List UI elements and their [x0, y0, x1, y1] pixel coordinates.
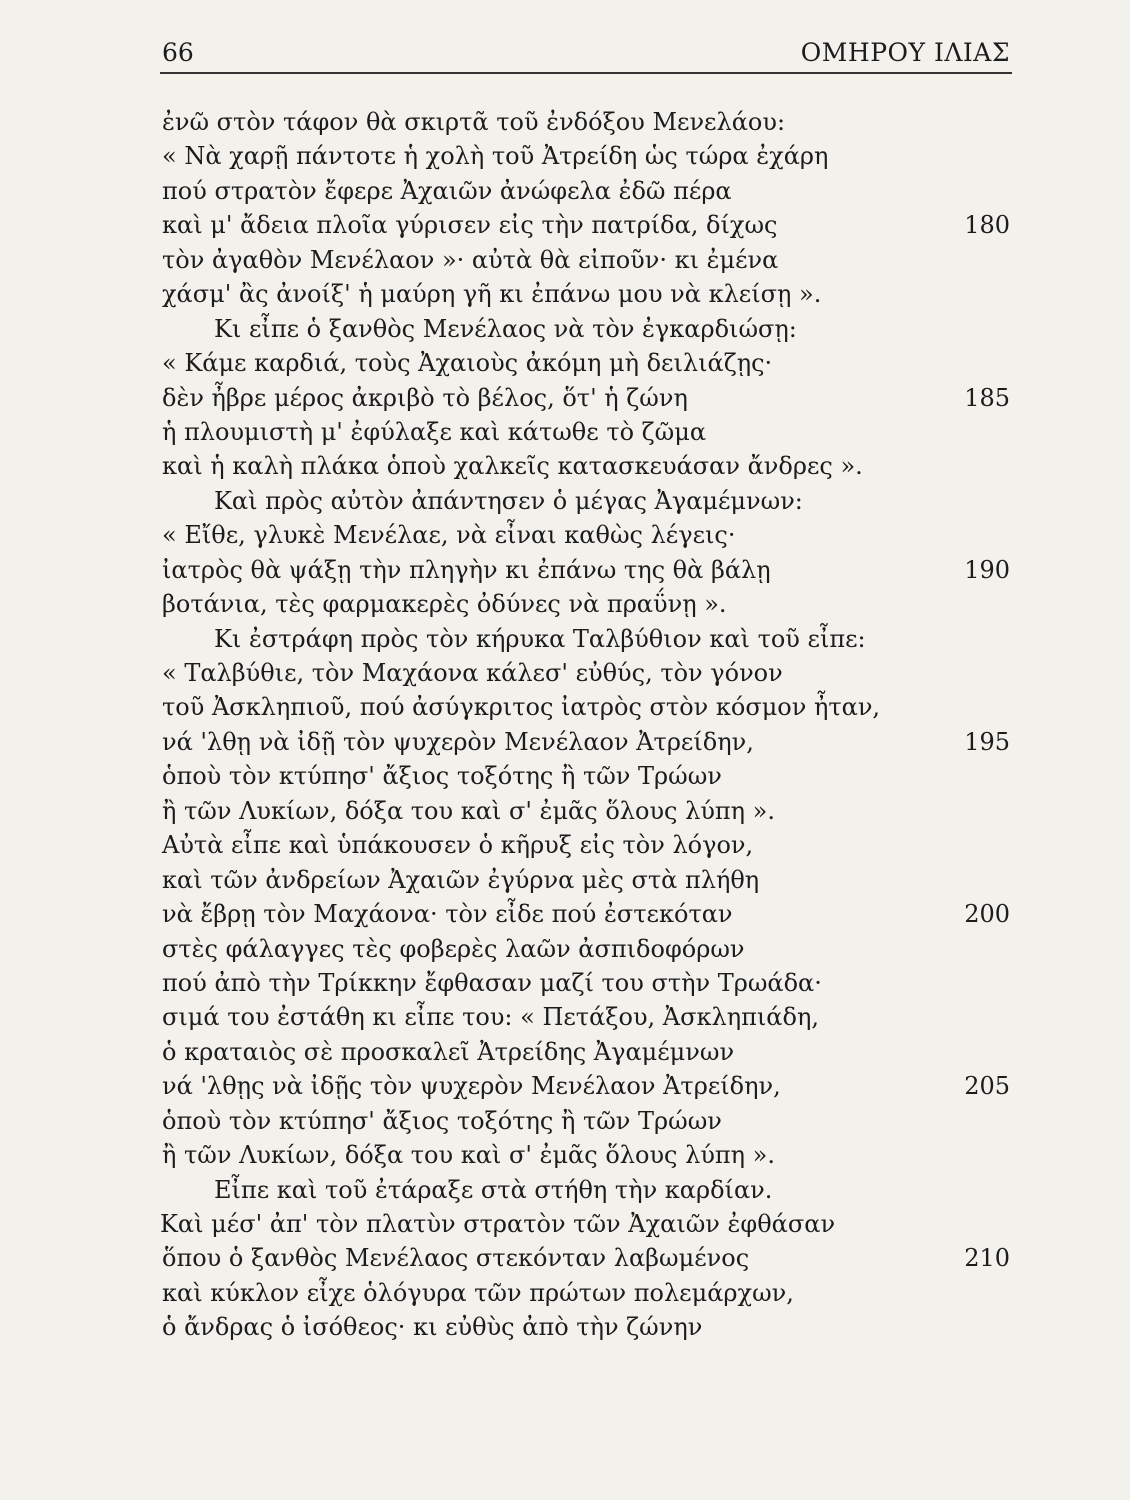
line-number: 195: [964, 727, 1010, 756]
verse-text: Αὐτὰ εἶπε καὶ ὑπάκουσεν ὁ κῆρυξ εἰς τὸν λόγον,: [162, 831, 754, 860]
verse-text: ἡ πλουμιστὴ μ' ἐφύλαξε καὶ κάτωθε τὸ ζῶμα: [162, 417, 707, 446]
verse-text: Καὶ πρὸς αὐτὸν ἀπάντησεν ὁ μέγας Ἀγαμέμνων:: [214, 486, 803, 515]
verse-text: νά 'λθῃ νὰ ἰδῇ τὸν ψυχερὸν Μενέλαον Ἀτρείδην,: [162, 727, 754, 756]
line-number: 200: [964, 900, 1010, 929]
page-number: 66: [162, 38, 194, 67]
verse-line: [162, 449, 1010, 483]
verse-text: Κι ἐστράφη πρὸς τὸν κήρυκα Ταλβύθιον καὶ τοῦ εἶπε:: [214, 624, 866, 653]
verse-text: καὶ κύκλον εἶχε ὁλόγυρα τῶν πρώτων πολεμάρχων,: [162, 1278, 794, 1307]
verse-text: ὅπου ὁ ξανθὸς Μενέλαος στεκόνταν λαβωμένος: [162, 1244, 750, 1273]
verse-text: ἰατρὸς θὰ ψάξῃ τὴν πληγὴν κι ἐπάνω της θὰ βάλῃ: [162, 555, 771, 584]
verse-text: καὶ ἡ καλὴ πλάκα ὁποὺ χαλκεῖς κατασκευάσαν ἄνδρες ».: [162, 452, 863, 481]
verse-text: Εἶπε καὶ τοῦ ἐτάραξε στὰ στήθη τὴν καρδίαν.: [214, 1175, 773, 1204]
verse-line: [162, 105, 1010, 139]
verse-text: « Κάμε καρδιά, τοὺς Ἀχαιοὺς ἀκόμη μὴ δειλιάζῃς·: [162, 349, 773, 378]
verse-line: [162, 1138, 1010, 1172]
verse-line: [162, 1000, 1010, 1034]
verse-line: [162, 518, 1010, 552]
verse-line: [162, 346, 1010, 380]
verse-line: [162, 622, 1010, 656]
header-rule: [160, 72, 1012, 74]
verse-text: πού ἀπὸ τὴν Τρίκκην ἔφθασαν μαζί του στὴν Τρωάδα·: [162, 968, 822, 997]
verse-text: Καὶ μέσ' ἀπ' τὸν πλατὺν στρατὸν τῶν Ἀχαιῶν ἐφθάσαν: [160, 1210, 836, 1238]
verse-line: [162, 759, 1010, 793]
line-number: 190: [964, 555, 1010, 584]
verse-text: τοῦ Ἀσκληπιοῦ, πού ἀσύγκριτος ἰατρὸς στὸν κόσμον ἦταν,: [162, 693, 881, 722]
verse-line: [162, 587, 1010, 621]
verse-text: βοτάνια, τὲς φαρμακερὲς ὀδύνες νὰ πραΰνῃ ».: [162, 590, 727, 619]
verse-line: [162, 966, 1010, 1000]
verse-line: [162, 690, 1010, 724]
verse-line: [162, 381, 1010, 415]
verse-text: στὲς φάλαγγες τὲς φοβερὲς λαῶν ἀσπιδοφόρων: [162, 934, 745, 963]
verse-line: [162, 1173, 1010, 1207]
verse-line: [162, 828, 1010, 862]
verse-text: καὶ μ' ἄδεια πλοῖα γύρισεν εἰς τὴν πατρίδα, δίχως: [162, 211, 778, 240]
verse-line: [162, 312, 1010, 346]
verse-text: νὰ ἔβρῃ τὸν Μαχάονα· τὸν εἶδε πού ἐστεκόταν: [162, 900, 733, 929]
verse-line: [162, 208, 1010, 242]
verse-line: [162, 243, 1010, 277]
verse-line: [162, 1276, 1010, 1310]
verse-line: [162, 139, 1010, 173]
verse-text: « Εἴθε, γλυκὲ Μενέλαε, νὰ εἶναι καθὼς λέγεις·: [162, 521, 736, 550]
verse-line: [162, 174, 1010, 208]
verse-line: [162, 484, 1010, 518]
line-number: 205: [964, 1072, 1010, 1101]
verse-text: Κι εἶπε ὁ ξανθὸς Μενέλαος νὰ τὸν ἐγκαρδιώσῃ:: [214, 314, 797, 343]
verse-line: [162, 277, 1010, 311]
verse-text: ὁ ἄνδρας ὁ ἰσόθεος· κι εὐθὺς ἀπὸ τὴν ζώνην: [162, 1313, 703, 1342]
verse-text: δὲν ἦβρε μέρος ἀκριβὸ τὸ βέλος, ὅτ' ἡ ζώνη: [162, 383, 688, 412]
verse-block: [162, 105, 1010, 1345]
verse-line: [162, 1241, 1010, 1275]
line-number: 180: [964, 211, 1010, 240]
verse-text: χάσμ' ἂς ἀνοίξ' ἡ μαύρη γῆ κι ἐπάνω μου νὰ κλείσῃ ».: [162, 280, 822, 309]
page-header: [162, 38, 1010, 68]
verse-text: ὁ κραταιὸς σὲ προσκαλεῖ Ἀτρείδης Ἀγαμέμνων: [162, 1037, 735, 1066]
verse-text: ὁποὺ τὸν κτύπησ' ἄξιος τοξότης ἢ τῶν Τρώων: [162, 762, 722, 791]
verse-text: τὸν ἀγαθὸν Μενέλαον »· αὐτὰ θὰ εἰποῦν· κι ἐμένα: [162, 245, 779, 274]
line-number: 185: [964, 383, 1010, 412]
verse-line: [162, 1069, 1010, 1103]
verse-line: [162, 1104, 1010, 1138]
verse-text: νά 'λθῃς νὰ ἰδῇς τὸν ψυχερὸν Μενέλαον Ἀτρείδην,: [162, 1072, 781, 1101]
verse-line: [162, 863, 1010, 897]
verse-text: ἐνῶ στὸν τάφον θὰ σκιρτᾶ τοῦ ἐνδόξου Μενελάου:: [162, 108, 786, 136]
verse-line: [162, 415, 1010, 449]
verse-line: [162, 1310, 1010, 1344]
verse-text: πού στρατὸν ἔφερε Ἀχαιῶν ἀνώφελα ἐδῶ πέρα: [162, 176, 732, 205]
verse-text: καὶ τῶν ἀνδρείων Ἀχαιῶν ἐγύρνα μὲς στὰ πλήθη: [162, 865, 760, 894]
verse-text: σιμά του ἐστάθη κι εἶπε του: « Πετάξου, Ἀσκληπιάδη,: [162, 1003, 819, 1032]
verse-line: [162, 725, 1010, 759]
verse-text: ὁποὺ τὸν κτύπησ' ἄξιος τοξότης ἢ τῶν Τρώων: [162, 1106, 722, 1135]
verse-text: « Νὰ χαρῇ πάντοτε ἡ χολὴ τοῦ Ἀτρείδη ὡς τώρα ἐχάρη: [162, 142, 829, 171]
verse-line: [162, 1207, 1010, 1241]
line-number: 210: [964, 1244, 1010, 1273]
verse-line: [162, 553, 1010, 587]
running-title: ΟΜΗΡΟΥ ΙΛΙΑΣ: [800, 38, 1010, 67]
verse-text: ἢ τῶν Λυκίων, δόξα του καὶ σ' ἐμᾶς ὅλους λύπη ».: [162, 796, 775, 825]
verse-text: « Ταλβύθιε, τὸν Μαχάονα κάλεσ' εὐθύς, τὸν γόνον: [162, 659, 783, 687]
verse-line: [162, 1035, 1010, 1069]
verse-line: [162, 932, 1010, 966]
verse-line: [162, 794, 1010, 828]
verse-line: [162, 897, 1010, 931]
verse-text: ἢ τῶν Λυκίων, δόξα του καὶ σ' ἐμᾶς ὅλους λύπη ».: [162, 1141, 775, 1170]
verse-line: [162, 656, 1010, 690]
